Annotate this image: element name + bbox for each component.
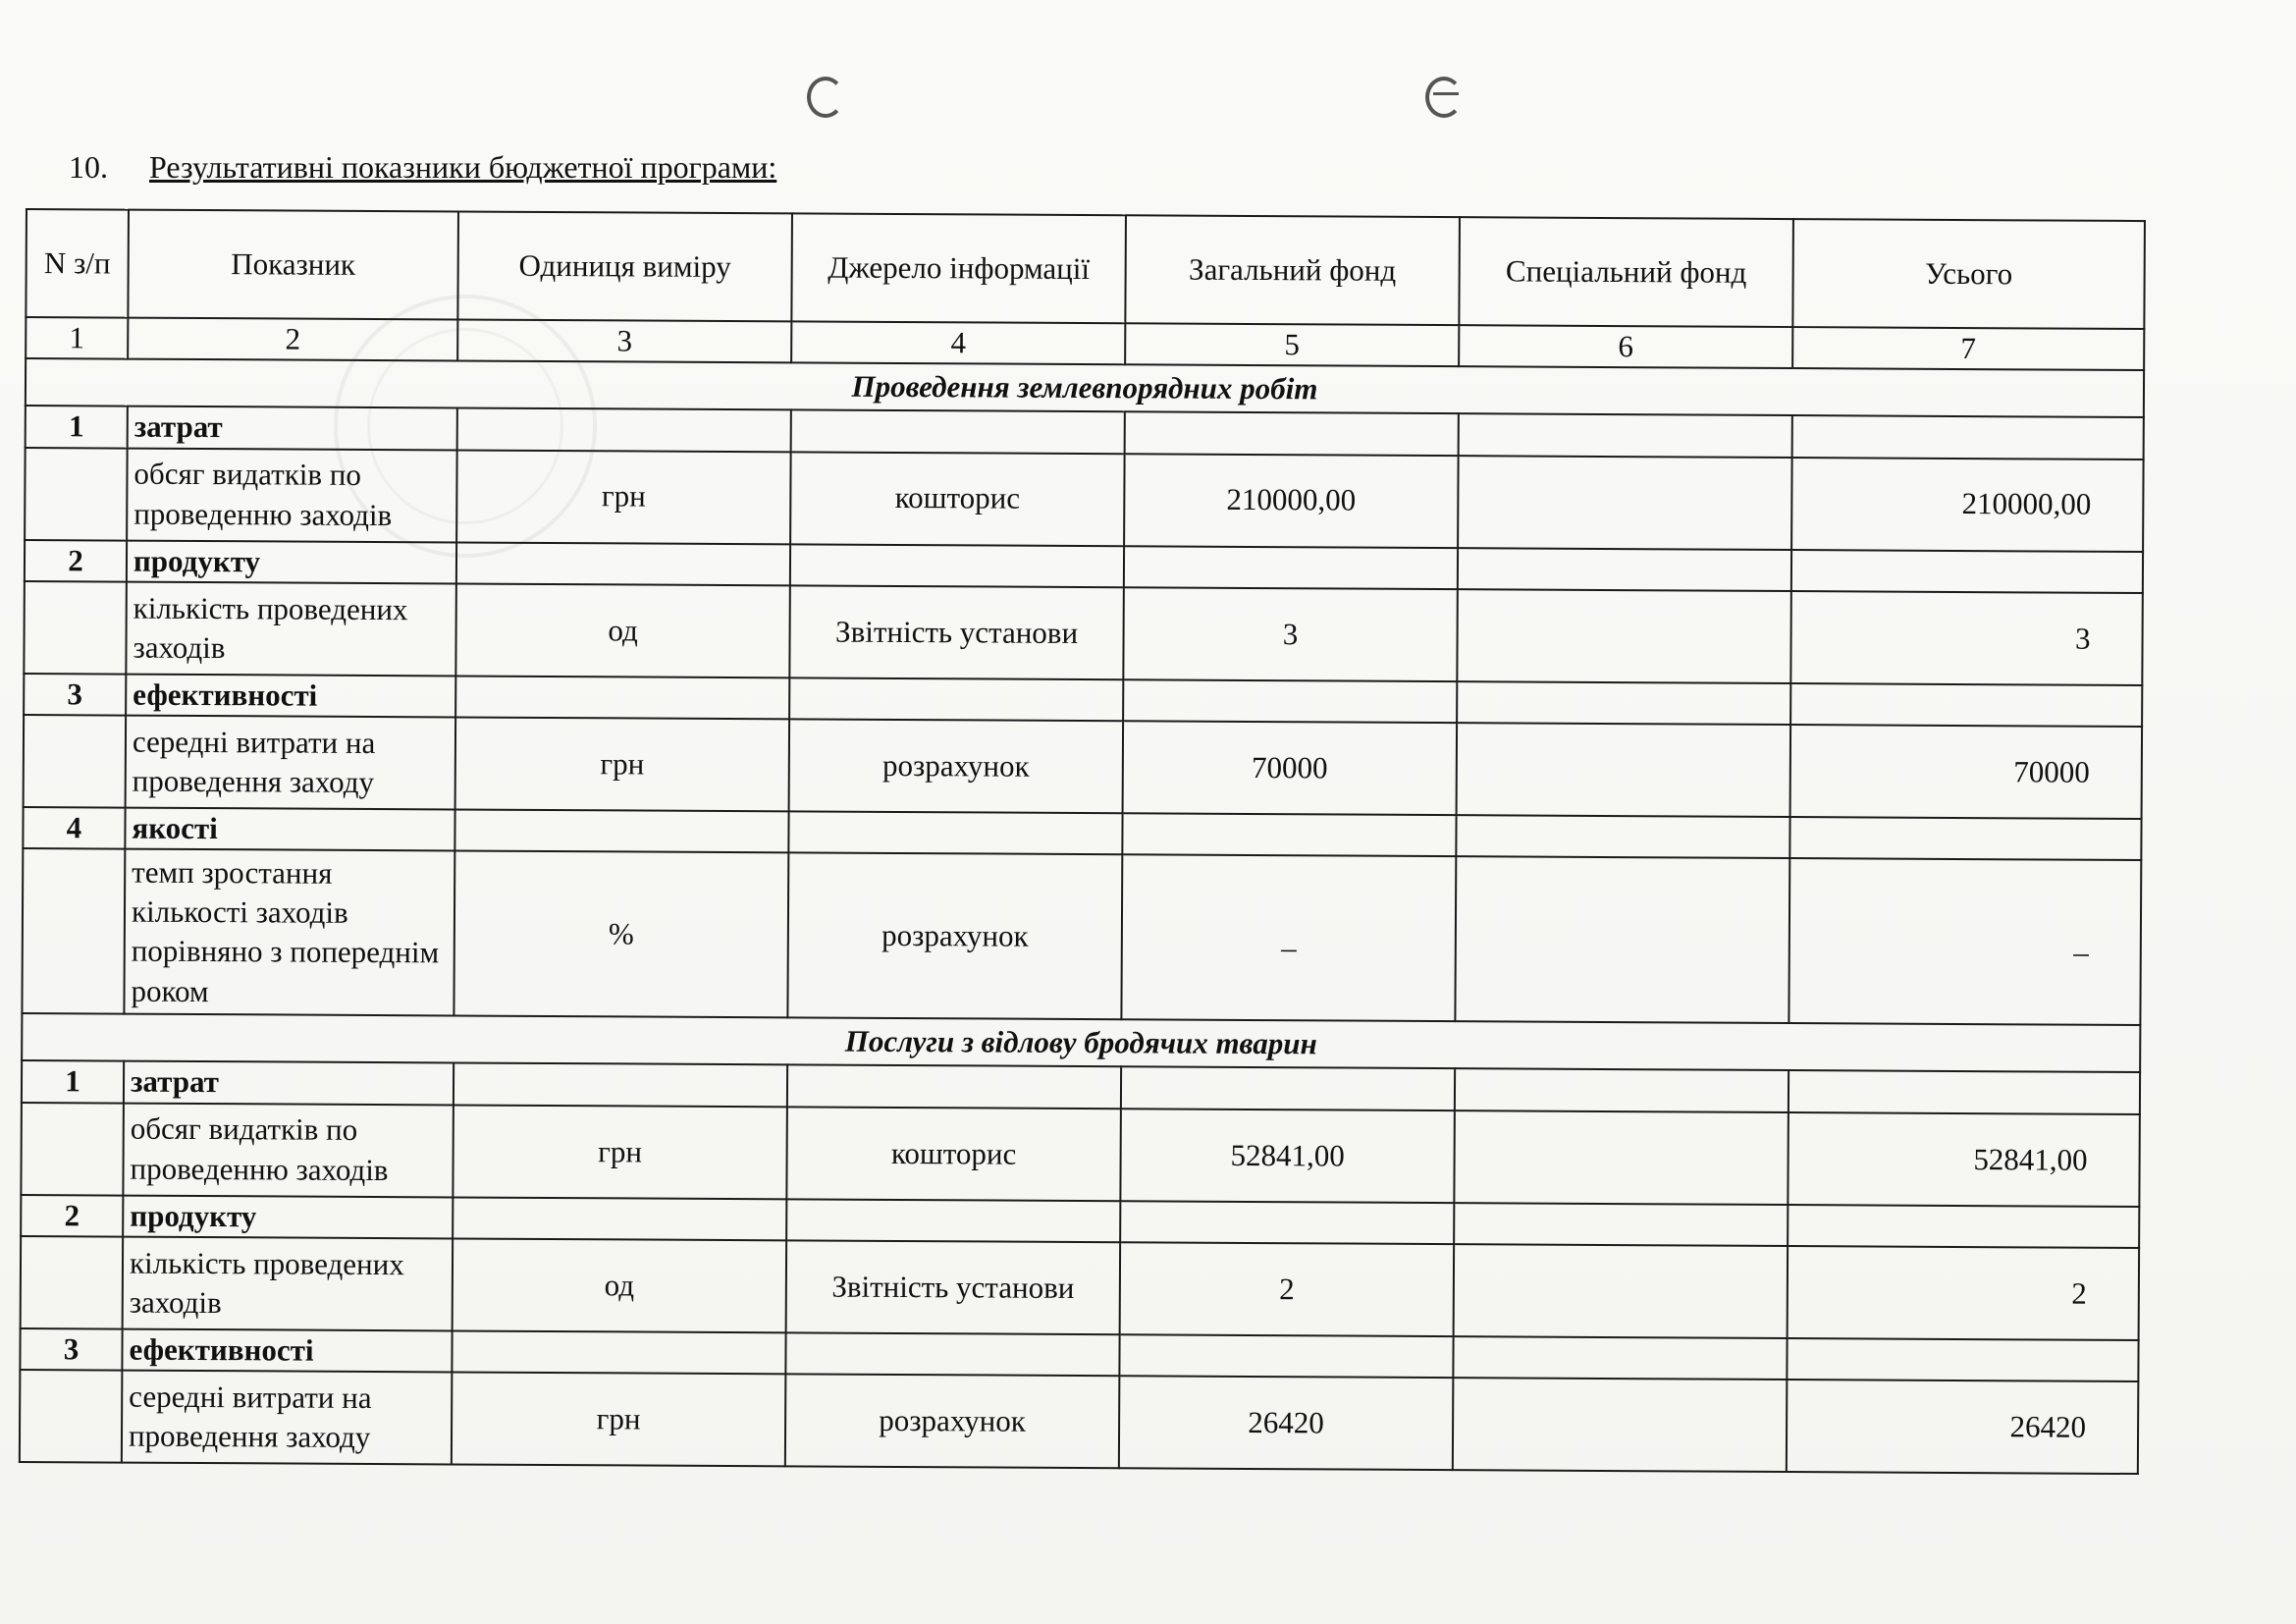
source-cell: кошторис <box>786 1107 1121 1201</box>
total-cell: _ <box>1789 859 2141 1026</box>
general-fund-cell: 52841,00 <box>1120 1109 1455 1203</box>
category-label: ефективності <box>126 674 455 717</box>
section-number: 10. <box>69 149 108 185</box>
header-cell: Загальний фонд <box>1125 215 1460 325</box>
indicator-row <box>22 848 2141 1025</box>
section-title: Результативні показники бюджетної програми: <box>149 149 777 185</box>
unit-cell: % <box>454 851 788 1018</box>
header-cell: N з/п <box>26 209 129 318</box>
special-fund-cell <box>1455 857 1789 1024</box>
column-number-cell: 6 <box>1459 325 1792 368</box>
category-number: 2 <box>21 1195 123 1237</box>
indicator-row <box>20 1370 2138 1474</box>
general-fund-cell: 3 <box>1123 587 1458 681</box>
indicator-row <box>24 581 2142 685</box>
header-cell: Спеціальний фонд <box>1459 217 1793 327</box>
special-fund-cell <box>1458 456 1792 550</box>
binder-hole-mark <box>1425 77 1463 118</box>
source-cell: Звітність установи <box>789 585 1124 679</box>
indicator-row <box>24 715 2142 819</box>
general-fund-cell: 2 <box>1120 1242 1455 1336</box>
category-number: 1 <box>26 406 128 448</box>
header-cell: Усього <box>1792 219 2145 329</box>
indicator-row <box>25 448 2143 552</box>
indicator-name: обсяг видатків по проведенню заходів <box>127 448 457 542</box>
category-number: 3 <box>20 1328 122 1371</box>
category-label: ефективності <box>122 1329 452 1373</box>
special-fund-cell <box>1453 1379 1788 1473</box>
special-fund-cell <box>1454 1110 1789 1205</box>
source-cell: Звітність установи <box>786 1240 1121 1334</box>
category-number: 1 <box>22 1060 124 1103</box>
category-label: якості <box>125 808 454 851</box>
source-cell: розрахунок <box>787 853 1122 1020</box>
unit-cell: грн <box>453 1105 787 1199</box>
indicators-table <box>19 208 2146 1475</box>
indicator-name: обсяг видатків по проведенню заходів <box>123 1103 454 1197</box>
category-label: затрат <box>128 406 457 450</box>
indicator-name: середні витрати на проведення заходу <box>122 1371 453 1465</box>
source-cell: кошторис <box>790 452 1125 546</box>
source-cell: розрахунок <box>785 1375 1120 1469</box>
total-cell: 52841,00 <box>1788 1112 2140 1207</box>
general-fund-cell: 70000 <box>1123 721 1458 815</box>
column-number-cell: 7 <box>1792 327 2144 370</box>
indicator-row <box>21 1236 2139 1340</box>
header-row <box>26 209 2145 329</box>
category-label: продукту <box>127 540 456 583</box>
header-cell: Джерело інформації <box>791 213 1126 323</box>
group-title: Проведення землевпорядних робіт <box>26 358 2144 417</box>
special-fund-cell <box>1454 1244 1789 1338</box>
unit-cell: грн <box>456 450 791 544</box>
column-number-cell: 2 <box>128 318 457 361</box>
general-fund-cell: _ <box>1121 855 1456 1022</box>
category-label: продукту <box>123 1195 453 1238</box>
category-number: 2 <box>25 540 127 582</box>
special-fund-cell <box>1457 589 1791 683</box>
total-cell: 210000,00 <box>1791 458 2144 552</box>
unit-cell: од <box>455 583 790 677</box>
header-cell: Показник <box>128 210 458 320</box>
total-cell: 2 <box>1788 1246 2140 1340</box>
column-number-cell: 5 <box>1125 323 1459 366</box>
indicator-name: кількість проведених заходів <box>126 581 456 676</box>
indicator-row <box>21 1103 2139 1207</box>
header-cell: Одиниця виміру <box>457 211 792 321</box>
indicator-name: кількість проведених заходів <box>123 1237 454 1331</box>
total-cell: 70000 <box>1790 725 2143 819</box>
section-heading <box>69 149 776 186</box>
indicator-name: темп зростання кількості заходів порівняно з попереднім роком <box>124 849 454 1016</box>
unit-cell: грн <box>455 718 790 812</box>
general-fund-cell: 210000,00 <box>1124 454 1459 548</box>
column-number-cell: 1 <box>26 317 128 359</box>
column-number-cell: 4 <box>791 321 1125 364</box>
category-number: 3 <box>24 674 126 716</box>
binder-hole-mark <box>807 77 844 118</box>
unit-cell: грн <box>452 1373 786 1467</box>
indicator-name: середні витрати на проведення заходу <box>126 716 456 810</box>
category-number: 4 <box>23 807 125 849</box>
special-fund-cell <box>1457 723 1791 817</box>
indicators-table-wrapper <box>19 208 2144 1475</box>
group-title: Послуги з відлову бродячих тварин <box>22 1013 2140 1072</box>
category-label: затрат <box>124 1061 454 1105</box>
total-cell: 3 <box>1790 591 2143 685</box>
total-cell: 26420 <box>1787 1380 2139 1474</box>
column-number-cell: 3 <box>457 319 791 362</box>
unit-cell: од <box>453 1239 787 1333</box>
source-cell: розрахунок <box>789 720 1124 814</box>
general-fund-cell: 26420 <box>1119 1377 1454 1471</box>
